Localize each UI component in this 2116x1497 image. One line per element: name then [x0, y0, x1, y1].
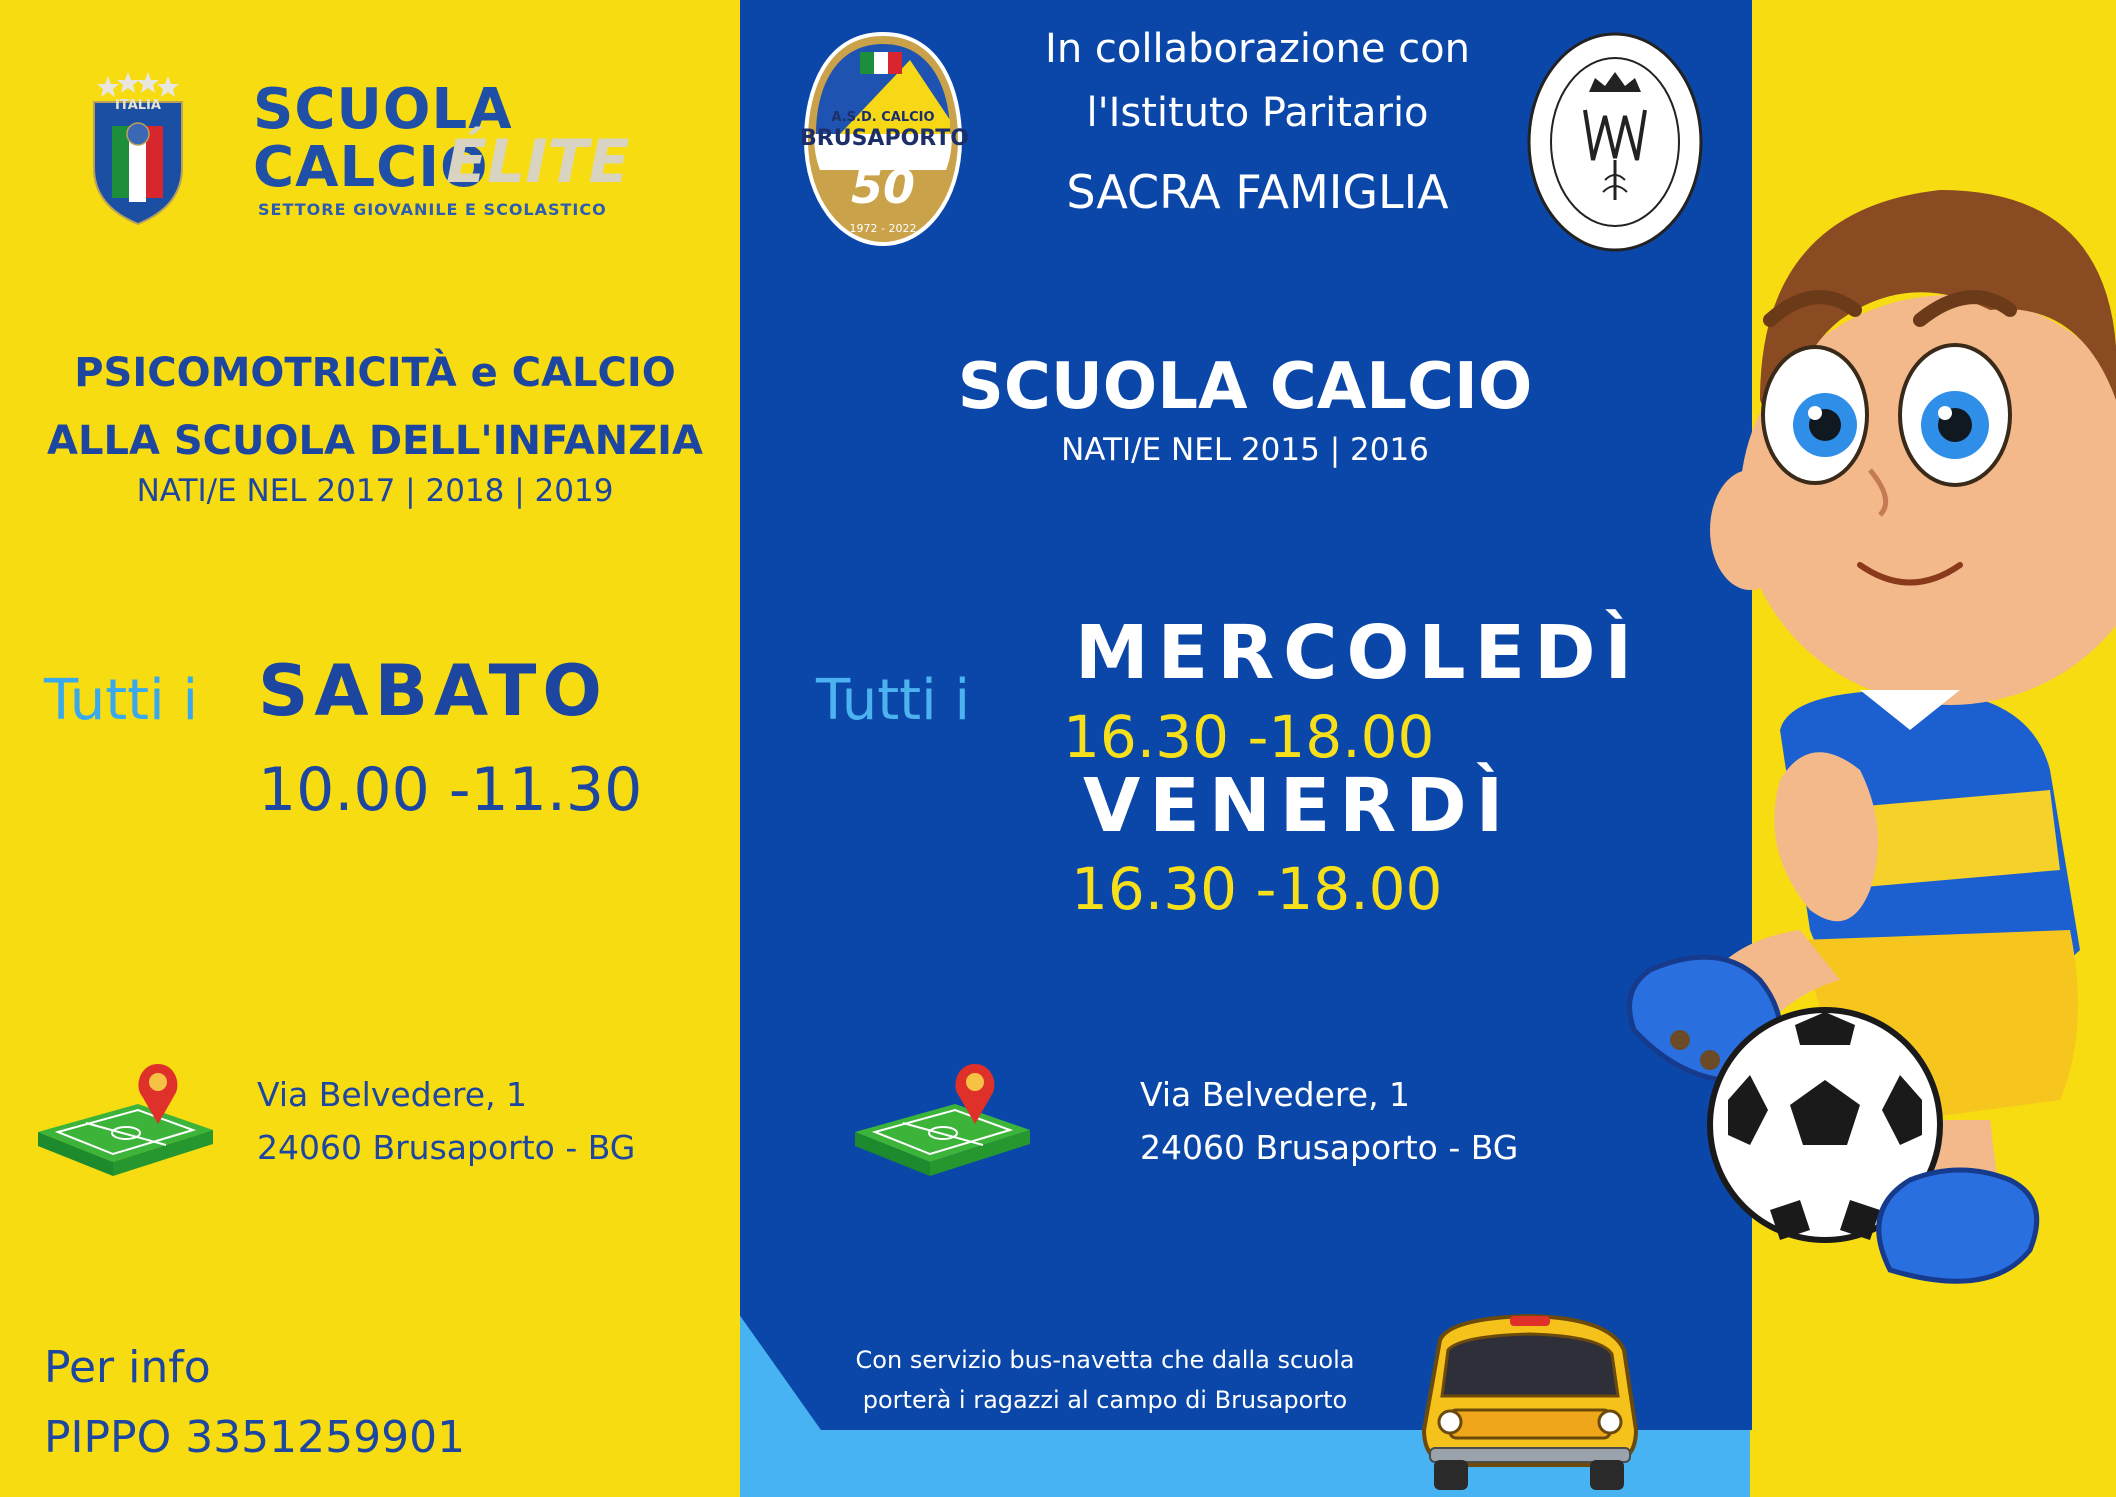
address-line-1: Via Belvedere, 1	[257, 1075, 528, 1114]
time-venerdi: 16.30 -18.00	[1071, 855, 1443, 923]
address-line-2: 24060 Brusaporto - BG	[257, 1128, 636, 1167]
club-logo-anniversary: 50	[850, 160, 915, 214]
left-column	[0, 0, 740, 1497]
program-title-line-2: ALLA SCUOLA DELL'INFANZIA	[47, 418, 703, 464]
figc-logo-text: ITALIA	[115, 98, 161, 113]
school-bus-icon	[1410, 1310, 1680, 1495]
day-mercoledi: MERCOLEDÌ	[1075, 610, 1642, 696]
bus-line-2: porterà i ragazzi al campo di Brusaporto	[862, 1386, 1348, 1414]
club-logo-line-1: A.S.D. CALCIO	[831, 110, 935, 125]
program-years: NATI/E NEL 2017 | 2018 | 2019	[136, 473, 614, 509]
info-label: Per info	[44, 1342, 211, 1393]
brand-subtitle: SETTORE GIOVANILE E SCOLASTICO	[258, 200, 607, 219]
collab-line-2: l'Istituto Paritario	[1086, 90, 1429, 136]
tutti-label: Tutti i	[44, 668, 199, 733]
middle-tutti-label: Tutti i	[816, 668, 971, 733]
program-title-line-1: PSICOMOTRICITÀ e CALCIO	[74, 350, 676, 396]
club-logo-years: 1972 - 2022	[849, 222, 917, 235]
scuola-calcio-title: SCUOLA CALCIO	[957, 350, 1533, 424]
scuola-calcio-years: NATI/E NEL 2015 | 2016	[1061, 432, 1429, 468]
day-venerdi: VENERDÌ	[1083, 763, 1513, 849]
middle-address-line-1: Via Belvedere, 1	[1140, 1075, 1411, 1114]
collab-line-1: In collaborazione con	[1045, 26, 1470, 72]
brand-elite: ÉLITE	[446, 127, 630, 197]
figc-italia-shield-icon	[88, 68, 188, 228]
football-field-pin-icon	[855, 1060, 1035, 1195]
bus-line-1: Con servizio bus-navetta che dalla scuola	[855, 1346, 1355, 1374]
brand-line-1: SCUOLA	[253, 77, 513, 142]
info-contact: PIPPO 3351259901	[44, 1412, 466, 1463]
cartoon-football-boy	[1610, 170, 2116, 1330]
football-field-pin-icon	[38, 1060, 218, 1195]
brand-line-2: CALCIO	[253, 135, 489, 200]
middle-address-line-2: 24060 Brusaporto - BG	[1140, 1128, 1519, 1167]
day-sabato: SABATO	[258, 650, 608, 732]
collab-line-3: SACRA FAMIGLIA	[1066, 165, 1449, 219]
time-sabato: 10.00 -11.30	[258, 755, 643, 825]
time-mercoledi: 16.30 -18.00	[1063, 703, 1435, 771]
club-logo-line-2: BRUSAPORTO	[800, 126, 969, 151]
